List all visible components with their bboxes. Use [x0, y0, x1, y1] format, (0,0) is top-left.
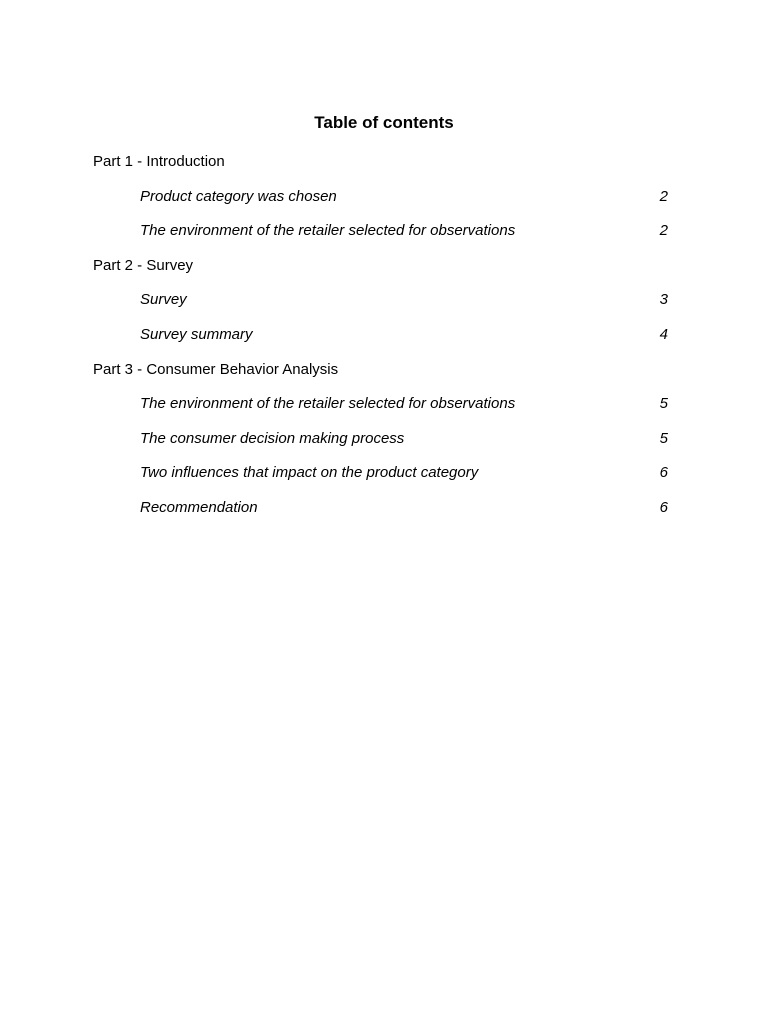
toc-entry-page-number: 2	[659, 222, 668, 240]
toc-entry[interactable]	[93, 394, 668, 414]
toc-entry[interactable]	[93, 498, 668, 518]
toc-section-heading: Part 1 - Introduction	[93, 153, 225, 170]
toc-entry-title: Recommendation	[140, 498, 258, 516]
toc-entry-title: Survey	[140, 291, 187, 309]
toc-entry-title: Survey summary	[140, 325, 253, 343]
toc-entry-title: Two influences that impact on the product category	[140, 464, 479, 482]
toc-entry[interactable]	[93, 221, 668, 241]
toc-entry-title: The environment of the retailer selected for observations	[140, 395, 516, 413]
toc-entry-page-number: 5	[659, 429, 668, 447]
toc-entry-page-number: 2	[659, 187, 668, 205]
toc-entry-title: Product category was chosen	[140, 187, 337, 205]
toc-title: Table of contents	[314, 113, 454, 132]
toc-entry-page-number: 5	[659, 395, 668, 413]
toc-entry-page-number: 6	[659, 464, 668, 482]
toc-entry-page-number: 6	[659, 498, 668, 516]
toc-entry[interactable]	[93, 325, 668, 345]
toc-list	[93, 152, 668, 533]
toc-entry-page-number: 4	[659, 325, 668, 343]
toc-section-heading: Part 2 - Survey	[93, 256, 194, 274]
toc-entry[interactable]	[93, 463, 668, 483]
toc-section-heading: Part 3 - Consumer Behavior Analysis	[93, 360, 339, 378]
toc-entry-page-number: 3	[659, 291, 668, 309]
toc-entry-title: The environment of the retailer selected for observations	[140, 222, 516, 240]
toc-entry-title: The consumer decision making process	[140, 429, 405, 447]
toc-entry[interactable]	[93, 290, 668, 310]
toc-entry[interactable]	[93, 187, 668, 207]
toc-entry[interactable]	[93, 429, 668, 449]
